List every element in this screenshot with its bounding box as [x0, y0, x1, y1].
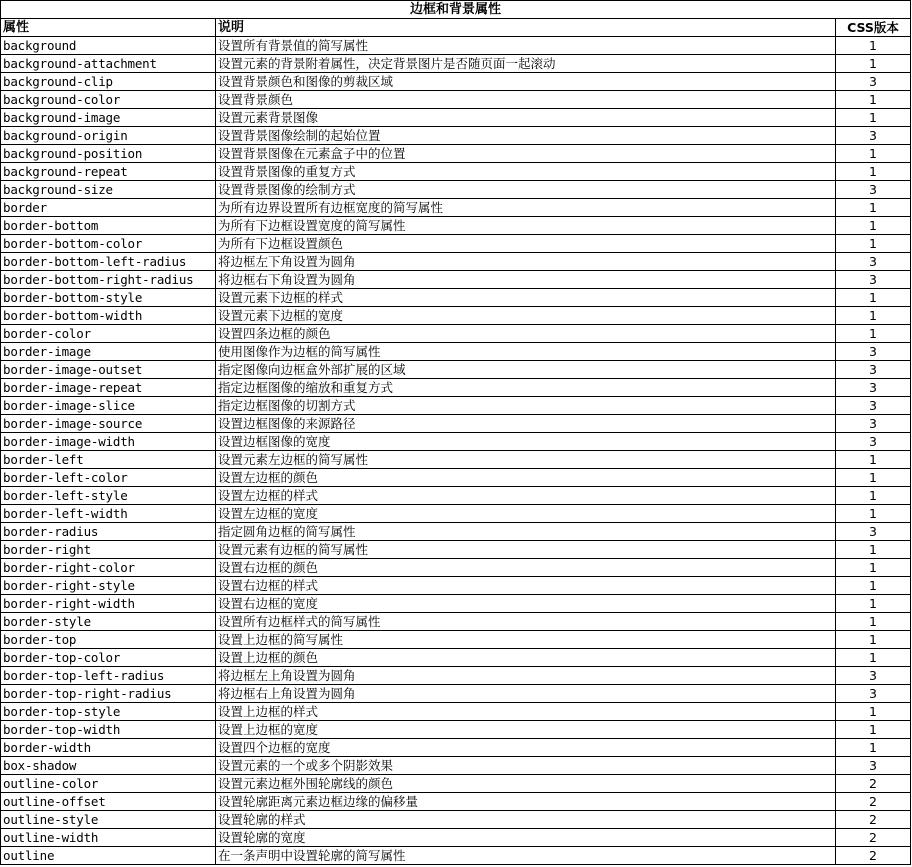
header-row	[1, 19, 911, 37]
table-row	[1, 379, 911, 397]
description-cell: 设置四个边框的宽度	[216, 739, 836, 757]
version-cell: 3	[836, 433, 911, 451]
table-row	[1, 649, 911, 667]
description-cell: 设置背景图像在元素盒子中的位置	[216, 145, 836, 163]
table-row	[1, 739, 911, 757]
description-cell: 设置元素下边框的样式	[216, 289, 836, 307]
version-cell: 3	[836, 415, 911, 433]
table-row	[1, 55, 911, 73]
property-cell: border-bottom-left-radius	[1, 253, 216, 271]
version-cell: 1	[836, 289, 911, 307]
version-cell: 1	[836, 613, 911, 631]
table-body	[1, 37, 911, 865]
version-cell: 3	[836, 685, 911, 703]
description-cell: 设置元素有边框的简写属性	[216, 541, 836, 559]
version-cell: 1	[836, 595, 911, 613]
property-cell: border-top-right-radius	[1, 685, 216, 703]
description-cell: 指定图像向边框盒外部扩展的区域	[216, 361, 836, 379]
table-row	[1, 325, 911, 343]
table-row	[1, 289, 911, 307]
version-cell: 1	[836, 505, 911, 523]
property-cell: box-shadow	[1, 757, 216, 775]
property-cell: border-top-color	[1, 649, 216, 667]
property-cell: border	[1, 199, 216, 217]
version-cell: 3	[836, 397, 911, 415]
property-cell: border-bottom-right-radius	[1, 271, 216, 289]
property-cell: border-left-width	[1, 505, 216, 523]
description-cell: 设置边框图像的来源路径	[216, 415, 836, 433]
description-cell: 设置左边框的颜色	[216, 469, 836, 487]
description-cell: 设置轮廓的样式	[216, 811, 836, 829]
table-row	[1, 37, 911, 55]
property-cell: background-origin	[1, 127, 216, 145]
table-row	[1, 811, 911, 829]
property-cell: outline	[1, 847, 216, 865]
description-cell: 设置元素下边框的宽度	[216, 307, 836, 325]
description-cell: 为所有边界设置所有边框宽度的简写属性	[216, 199, 836, 217]
property-cell: border-width	[1, 739, 216, 757]
version-cell: 3	[836, 181, 911, 199]
property-cell: border-left-color	[1, 469, 216, 487]
property-cell: border-bottom-color	[1, 235, 216, 253]
property-cell: background-repeat	[1, 163, 216, 181]
description-cell: 指定边框图像的缩放和重复方式	[216, 379, 836, 397]
version-cell: 2	[836, 793, 911, 811]
description-cell: 设置右边框的宽度	[216, 595, 836, 613]
table-row	[1, 361, 911, 379]
version-cell: 1	[836, 55, 911, 73]
version-cell: 1	[836, 649, 911, 667]
table-row	[1, 685, 911, 703]
table-row	[1, 721, 911, 739]
table-row	[1, 541, 911, 559]
description-cell: 设置四条边框的颜色	[216, 325, 836, 343]
version-cell: 1	[836, 163, 911, 181]
description-cell: 设置元素左边框的简写属性	[216, 451, 836, 469]
version-cell: 1	[836, 631, 911, 649]
description-cell: 设置边框图像的宽度	[216, 433, 836, 451]
property-cell: background-image	[1, 109, 216, 127]
table-row	[1, 559, 911, 577]
table-row	[1, 145, 911, 163]
table-row	[1, 109, 911, 127]
property-cell: border-right-width	[1, 595, 216, 613]
description-cell: 设置背景图像的绘制方式	[216, 181, 836, 199]
property-cell: background	[1, 37, 216, 55]
property-cell: border-left	[1, 451, 216, 469]
property-cell: border-radius	[1, 523, 216, 541]
version-cell: 1	[836, 739, 911, 757]
description-cell: 设置背景颜色和图像的剪裁区域	[216, 73, 836, 91]
property-cell: border-bottom-style	[1, 289, 216, 307]
header-version: CSS版本	[836, 19, 911, 37]
description-cell: 设置上边框的颜色	[216, 649, 836, 667]
version-cell: 3	[836, 757, 911, 775]
version-cell: 1	[836, 559, 911, 577]
description-cell: 设置右边框的样式	[216, 577, 836, 595]
version-cell: 3	[836, 379, 911, 397]
property-cell: outline-style	[1, 811, 216, 829]
table-row	[1, 505, 911, 523]
property-cell: outline-width	[1, 829, 216, 847]
property-cell: border-bottom-width	[1, 307, 216, 325]
table-row	[1, 829, 911, 847]
table-row	[1, 199, 911, 217]
version-cell: 1	[836, 235, 911, 253]
version-cell: 1	[836, 703, 911, 721]
version-cell: 3	[836, 523, 911, 541]
property-cell: border-color	[1, 325, 216, 343]
version-cell: 1	[836, 199, 911, 217]
property-cell: border-right	[1, 541, 216, 559]
header-property: 属性	[1, 19, 216, 37]
description-cell: 设置背景图像的重复方式	[216, 163, 836, 181]
table-row	[1, 703, 911, 721]
table-row	[1, 91, 911, 109]
property-cell: border-right-style	[1, 577, 216, 595]
table-row	[1, 253, 911, 271]
description-cell: 设置所有背景值的简写属性	[216, 37, 836, 55]
description-cell: 设置背景图像绘制的起始位置	[216, 127, 836, 145]
table-row	[1, 271, 911, 289]
description-cell: 设置元素的一个或多个阴影效果	[216, 757, 836, 775]
description-cell: 将边框右下角设置为圆角	[216, 271, 836, 289]
table-row	[1, 343, 911, 361]
version-cell: 3	[836, 73, 911, 91]
version-cell: 3	[836, 361, 911, 379]
property-cell: border-top-width	[1, 721, 216, 739]
table-row	[1, 127, 911, 145]
version-cell: 1	[836, 469, 911, 487]
property-cell: outline-color	[1, 775, 216, 793]
version-cell: 3	[836, 343, 911, 361]
table-row	[1, 613, 911, 631]
property-cell: border-image	[1, 343, 216, 361]
version-cell: 1	[836, 721, 911, 739]
table-row	[1, 775, 911, 793]
property-cell: outline-offset	[1, 793, 216, 811]
description-cell: 设置左边框的宽度	[216, 505, 836, 523]
description-cell: 设置所有边框样式的简写属性	[216, 613, 836, 631]
version-cell: 3	[836, 667, 911, 685]
table-row	[1, 433, 911, 451]
table-row	[1, 217, 911, 235]
version-cell: 1	[836, 307, 911, 325]
table-row	[1, 847, 911, 865]
property-cell: border-style	[1, 613, 216, 631]
property-cell: border-image-outset	[1, 361, 216, 379]
version-cell: 3	[836, 253, 911, 271]
table-row	[1, 793, 911, 811]
description-cell: 设置元素背景图像	[216, 109, 836, 127]
table-row	[1, 307, 911, 325]
property-cell: background-clip	[1, 73, 216, 91]
version-cell: 3	[836, 127, 911, 145]
property-cell: border-image-source	[1, 415, 216, 433]
table-row	[1, 415, 911, 433]
table-row	[1, 181, 911, 199]
description-cell: 指定边框图像的切割方式	[216, 397, 836, 415]
property-cell: border-bottom	[1, 217, 216, 235]
version-cell: 1	[836, 91, 911, 109]
table-row	[1, 667, 911, 685]
property-cell: border-image-repeat	[1, 379, 216, 397]
description-cell: 设置轮廓距离元素边框边缘的偏移量	[216, 793, 836, 811]
version-cell: 2	[836, 847, 911, 865]
version-cell: 1	[836, 541, 911, 559]
description-cell: 设置轮廓的宽度	[216, 829, 836, 847]
description-cell: 使用图像作为边框的简写属性	[216, 343, 836, 361]
version-cell: 1	[836, 451, 911, 469]
table-title: 边框和背景属性	[1, 1, 911, 19]
version-cell: 1	[836, 37, 911, 55]
property-cell: background-position	[1, 145, 216, 163]
version-cell: 2	[836, 811, 911, 829]
title-row	[1, 1, 911, 19]
property-cell: background-color	[1, 91, 216, 109]
description-cell: 指定圆角边框的简写属性	[216, 523, 836, 541]
version-cell: 1	[836, 487, 911, 505]
version-cell: 1	[836, 325, 911, 343]
property-cell: border-top	[1, 631, 216, 649]
property-cell: border-top-left-radius	[1, 667, 216, 685]
description-cell: 在一条声明中设置轮廓的简写属性	[216, 847, 836, 865]
version-cell: 1	[836, 145, 911, 163]
table-row	[1, 163, 911, 181]
property-cell: border-top-style	[1, 703, 216, 721]
table-row	[1, 469, 911, 487]
description-cell: 设置元素边框外围轮廓线的颜色	[216, 775, 836, 793]
property-cell: border-left-style	[1, 487, 216, 505]
description-cell: 将边框左上角设置为圆角	[216, 667, 836, 685]
table-row	[1, 523, 911, 541]
version-cell: 3	[836, 271, 911, 289]
table-row	[1, 595, 911, 613]
description-cell: 设置上边框的样式	[216, 703, 836, 721]
table-row	[1, 487, 911, 505]
version-cell: 2	[836, 829, 911, 847]
table-row	[1, 397, 911, 415]
description-cell: 设置右边框的颜色	[216, 559, 836, 577]
description-cell: 设置元素的背景附着属性，决定背景图片是否随页面一起滚动	[216, 55, 836, 73]
description-cell: 将边框右上角设置为圆角	[216, 685, 836, 703]
description-cell: 设置左边框的样式	[216, 487, 836, 505]
property-cell: background-size	[1, 181, 216, 199]
description-cell: 设置上边框的宽度	[216, 721, 836, 739]
table-row	[1, 577, 911, 595]
table-row	[1, 631, 911, 649]
table-row	[1, 451, 911, 469]
property-cell: border-image-slice	[1, 397, 216, 415]
header-description: 说明	[216, 19, 836, 37]
description-cell: 设置上边框的简写属性	[216, 631, 836, 649]
version-cell: 2	[836, 775, 911, 793]
version-cell: 1	[836, 577, 911, 595]
version-cell: 1	[836, 217, 911, 235]
table-row	[1, 73, 911, 91]
description-cell: 为所有下边框设置宽度的简写属性	[216, 217, 836, 235]
description-cell: 将边框左下角设置为圆角	[216, 253, 836, 271]
property-cell: border-right-color	[1, 559, 216, 577]
table-row	[1, 235, 911, 253]
description-cell: 设置背景颜色	[216, 91, 836, 109]
version-cell: 1	[836, 109, 911, 127]
property-cell: background-attachment	[1, 55, 216, 73]
description-cell: 为所有下边框设置颜色	[216, 235, 836, 253]
table-row	[1, 757, 911, 775]
property-cell: border-image-width	[1, 433, 216, 451]
